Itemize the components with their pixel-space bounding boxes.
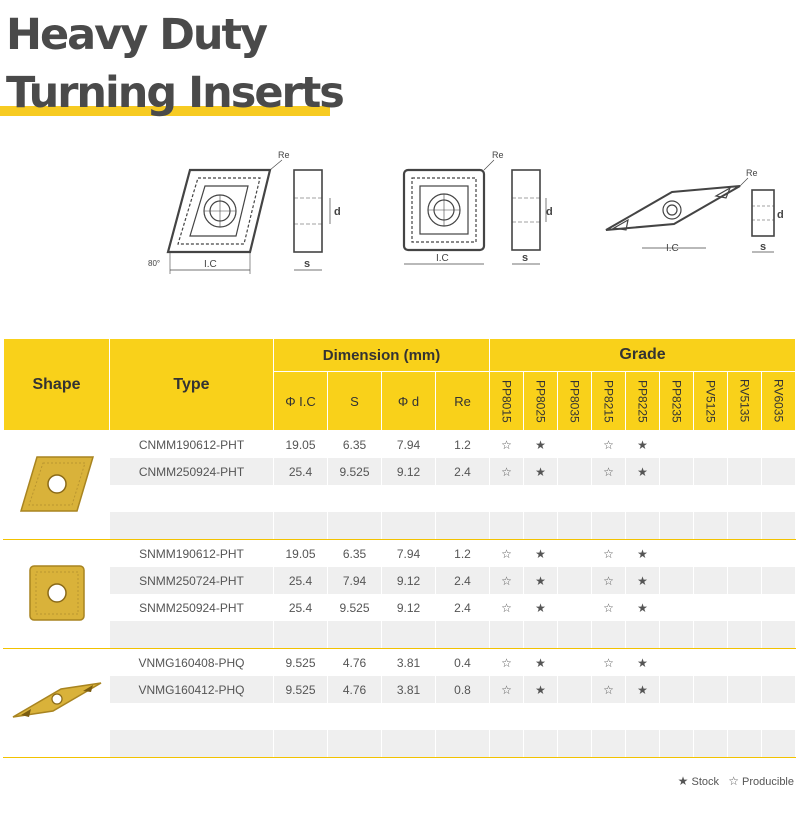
page-title-line2-text: Turning Inserts bbox=[6, 68, 343, 118]
grade-cell: ☆ bbox=[490, 676, 524, 703]
legend-producible-label: Producible bbox=[742, 776, 794, 788]
ic-cell bbox=[274, 512, 328, 540]
ic-cell bbox=[274, 485, 328, 512]
grade-cell bbox=[558, 512, 592, 540]
re-cell: 0.4 bbox=[436, 649, 490, 677]
cnmm-insert-icon bbox=[17, 506, 97, 520]
table-row bbox=[4, 594, 796, 621]
vnmg-s-label: s bbox=[760, 241, 767, 253]
grade-cell bbox=[626, 730, 660, 758]
grade-cell bbox=[694, 676, 728, 703]
grade-cell bbox=[490, 485, 524, 512]
ic-cell: 25.4 bbox=[274, 594, 328, 621]
grade-cell bbox=[524, 512, 558, 540]
type-cell: SNMM250924-PHT bbox=[110, 594, 274, 621]
grade-cell bbox=[762, 567, 796, 594]
grade-label: PP8025 bbox=[533, 379, 548, 423]
d-cell: 7.94 bbox=[382, 540, 436, 568]
grade-cell: ☆ bbox=[490, 540, 524, 568]
grade-cell bbox=[694, 431, 728, 459]
grade-label: PP8235 bbox=[669, 379, 684, 423]
grade-label: PP8015 bbox=[499, 379, 514, 423]
s-cell bbox=[328, 621, 382, 649]
grade-cell bbox=[626, 621, 660, 649]
grade-cell bbox=[592, 485, 626, 512]
grade-cell: ★ bbox=[626, 676, 660, 703]
page-title-line1: Heavy Duty bbox=[6, 10, 267, 60]
type-cell bbox=[110, 512, 274, 540]
header-grade-pv5125 bbox=[694, 372, 728, 431]
s-cell bbox=[328, 485, 382, 512]
grade-cell: ☆ bbox=[592, 567, 626, 594]
cnmm-s-label: s bbox=[304, 258, 311, 270]
table-row bbox=[4, 512, 796, 540]
insert-table bbox=[3, 338, 796, 758]
cnmm-re-label: Re bbox=[278, 150, 290, 160]
grade-cell bbox=[626, 512, 660, 540]
re-cell: 2.4 bbox=[436, 458, 490, 485]
s-cell: 6.35 bbox=[328, 431, 382, 459]
grade-cell bbox=[558, 458, 592, 485]
grade-cell: ☆ bbox=[592, 540, 626, 568]
d-cell: 3.81 bbox=[382, 676, 436, 703]
header-dim-s: S bbox=[328, 372, 382, 431]
grade-cell bbox=[524, 730, 558, 758]
header-dim-d: Φ d bbox=[382, 372, 436, 431]
grade-cell bbox=[558, 431, 592, 459]
grade-cell bbox=[762, 621, 796, 649]
ic-cell: 19.05 bbox=[274, 431, 328, 459]
grade-cell bbox=[660, 730, 694, 758]
cnmm-d-label: d bbox=[334, 206, 341, 218]
grade-label: RV6035 bbox=[771, 379, 786, 423]
grade-cell: ☆ bbox=[490, 567, 524, 594]
grade-cell bbox=[728, 703, 762, 730]
re-cell bbox=[436, 512, 490, 540]
cnmm-angle-label: 80° bbox=[148, 259, 161, 268]
page-title-line2 bbox=[6, 68, 343, 118]
grade-cell bbox=[558, 567, 592, 594]
ic-cell bbox=[274, 703, 328, 730]
grade-label: PP8225 bbox=[635, 379, 650, 423]
grade-cell bbox=[728, 730, 762, 758]
table-row bbox=[4, 730, 796, 758]
grade-cell bbox=[694, 458, 728, 485]
grade-cell bbox=[728, 594, 762, 621]
type-cell bbox=[110, 621, 274, 649]
re-cell bbox=[436, 730, 490, 758]
cnmm-drawing bbox=[168, 160, 330, 274]
grade-cell bbox=[592, 512, 626, 540]
grade-cell bbox=[660, 567, 694, 594]
grade-cell bbox=[490, 621, 524, 649]
producible-star-icon: ☆ bbox=[728, 774, 739, 788]
header-shape: Shape bbox=[4, 339, 110, 431]
re-cell bbox=[436, 703, 490, 730]
table-row bbox=[4, 621, 796, 649]
table-row bbox=[4, 703, 796, 730]
grade-cell bbox=[694, 621, 728, 649]
type-cell: CNMM190612-PHT bbox=[110, 431, 274, 459]
grade-cell bbox=[694, 730, 728, 758]
grade-cell: ★ bbox=[524, 567, 558, 594]
grade-cell bbox=[694, 649, 728, 677]
grade-cell bbox=[490, 703, 524, 730]
grade-cell bbox=[728, 567, 762, 594]
grade-cell bbox=[694, 512, 728, 540]
grade-cell: ☆ bbox=[490, 649, 524, 677]
type-cell: VNMG160412-PHQ bbox=[110, 676, 274, 703]
type-cell: SNMM190612-PHT bbox=[110, 540, 274, 568]
ic-cell bbox=[274, 730, 328, 758]
ic-cell: 9.525 bbox=[274, 676, 328, 703]
d-cell bbox=[382, 730, 436, 758]
vnmg-d-label: d bbox=[777, 209, 784, 221]
vnmg-insert-icon bbox=[9, 716, 105, 730]
grade-cell bbox=[592, 730, 626, 758]
ic-cell: 25.4 bbox=[274, 567, 328, 594]
type-cell bbox=[110, 730, 274, 758]
header-type: Type bbox=[110, 339, 274, 431]
d-cell: 9.12 bbox=[382, 458, 436, 485]
s-cell bbox=[328, 512, 382, 540]
s-cell: 6.35 bbox=[328, 540, 382, 568]
shape-cell bbox=[4, 649, 110, 758]
table-body bbox=[4, 431, 796, 758]
cnmm-ic-label: I.C bbox=[204, 259, 217, 270]
grade-cell bbox=[524, 703, 558, 730]
header-grade-pp8025 bbox=[524, 372, 558, 431]
grade-cell bbox=[558, 649, 592, 677]
grade-cell: ★ bbox=[626, 431, 660, 459]
grade-cell: ★ bbox=[626, 649, 660, 677]
type-cell bbox=[110, 485, 274, 512]
re-cell: 2.4 bbox=[436, 567, 490, 594]
vnmg-drawing bbox=[606, 178, 774, 252]
ic-cell: 9.525 bbox=[274, 649, 328, 677]
s-cell: 9.525 bbox=[328, 594, 382, 621]
header-grade-pp8215 bbox=[592, 372, 626, 431]
grade-cell: ★ bbox=[524, 594, 558, 621]
grade-cell bbox=[728, 621, 762, 649]
grade-cell bbox=[762, 431, 796, 459]
s-cell: 9.525 bbox=[328, 458, 382, 485]
grade-cell bbox=[524, 485, 558, 512]
header-dimension: Dimension (mm) bbox=[274, 339, 490, 372]
grade-cell: ☆ bbox=[490, 431, 524, 459]
grade-cell: ☆ bbox=[592, 649, 626, 677]
grade-cell bbox=[558, 730, 592, 758]
grade-label: PV5125 bbox=[703, 379, 718, 423]
grade-cell bbox=[660, 621, 694, 649]
grade-cell bbox=[728, 431, 762, 459]
header-grade-pp8015 bbox=[490, 372, 524, 431]
grade-cell: ★ bbox=[626, 567, 660, 594]
shape-cell bbox=[4, 540, 110, 649]
d-cell: 3.81 bbox=[382, 649, 436, 677]
table-row bbox=[4, 567, 796, 594]
grade-cell: ☆ bbox=[592, 676, 626, 703]
grade-cell bbox=[660, 649, 694, 677]
re-cell: 1.2 bbox=[436, 431, 490, 459]
grade-cell bbox=[694, 594, 728, 621]
grade-cell bbox=[762, 458, 796, 485]
d-cell bbox=[382, 703, 436, 730]
ic-cell: 19.05 bbox=[274, 540, 328, 568]
table-row bbox=[4, 540, 796, 568]
header-grade-pp8235 bbox=[660, 372, 694, 431]
grade-cell bbox=[660, 512, 694, 540]
technical-drawings bbox=[0, 140, 800, 280]
d-cell: 9.12 bbox=[382, 594, 436, 621]
re-cell bbox=[436, 621, 490, 649]
grade-cell bbox=[762, 676, 796, 703]
snmm-re-label: Re bbox=[492, 150, 504, 160]
grade-cell bbox=[660, 703, 694, 730]
grade-cell bbox=[558, 621, 592, 649]
header-grade-rv6035 bbox=[762, 372, 796, 431]
d-cell: 9.12 bbox=[382, 567, 436, 594]
grade-cell bbox=[660, 540, 694, 568]
header-grade: Grade bbox=[490, 339, 796, 372]
grade-cell bbox=[558, 485, 592, 512]
table-row bbox=[4, 676, 796, 703]
grade-cell: ★ bbox=[524, 676, 558, 703]
grade-cell bbox=[626, 703, 660, 730]
re-cell: 2.4 bbox=[436, 594, 490, 621]
grade-label: PP8035 bbox=[567, 379, 582, 423]
grade-cell: ★ bbox=[626, 540, 660, 568]
grade-cell: ★ bbox=[626, 594, 660, 621]
legend-stock-label: Stock bbox=[691, 776, 720, 788]
grade-cell bbox=[694, 567, 728, 594]
grade-cell bbox=[762, 703, 796, 730]
grade-cell bbox=[694, 540, 728, 568]
ic-cell: 25.4 bbox=[274, 458, 328, 485]
grade-cell bbox=[592, 621, 626, 649]
s-cell: 4.76 bbox=[328, 649, 382, 677]
grade-cell: ☆ bbox=[592, 431, 626, 459]
grade-cell bbox=[728, 512, 762, 540]
grade-cell bbox=[762, 730, 796, 758]
grade-cell bbox=[660, 485, 694, 512]
grade-cell bbox=[728, 649, 762, 677]
type-cell: VNMG160408-PHQ bbox=[110, 649, 274, 677]
grade-cell bbox=[728, 540, 762, 568]
grade-cell: ☆ bbox=[490, 594, 524, 621]
grade-cell: ★ bbox=[524, 431, 558, 459]
grade-cell bbox=[558, 703, 592, 730]
d-cell: 7.94 bbox=[382, 431, 436, 459]
snmm-insert-icon bbox=[24, 615, 90, 629]
grade-cell: ★ bbox=[626, 458, 660, 485]
header-grade-pp8225 bbox=[626, 372, 660, 431]
grade-cell bbox=[694, 485, 728, 512]
grade-cell bbox=[660, 676, 694, 703]
grade-cell bbox=[490, 512, 524, 540]
grade-cell bbox=[762, 540, 796, 568]
grade-cell bbox=[592, 703, 626, 730]
grade-cell bbox=[762, 485, 796, 512]
grade-cell bbox=[762, 649, 796, 677]
grade-cell bbox=[626, 485, 660, 512]
grade-cell bbox=[490, 730, 524, 758]
grade-cell bbox=[558, 594, 592, 621]
grade-cell: ★ bbox=[524, 540, 558, 568]
table-row bbox=[4, 431, 796, 459]
re-cell: 1.2 bbox=[436, 540, 490, 568]
grade-cell bbox=[728, 458, 762, 485]
stock-star-icon: ★ bbox=[677, 774, 689, 788]
grade-cell bbox=[660, 594, 694, 621]
header-dim-ic: Φ I.C bbox=[274, 372, 328, 431]
grade-cell: ★ bbox=[524, 458, 558, 485]
header-grade-pp8035 bbox=[558, 372, 592, 431]
d-cell bbox=[382, 512, 436, 540]
table-row bbox=[4, 458, 796, 485]
grade-cell bbox=[762, 594, 796, 621]
grade-cell bbox=[558, 540, 592, 568]
grade-cell bbox=[558, 676, 592, 703]
shape-cell bbox=[4, 431, 110, 540]
grade-cell bbox=[762, 512, 796, 540]
grade-cell: ☆ bbox=[592, 458, 626, 485]
grade-cell: ☆ bbox=[490, 458, 524, 485]
grade-cell: ★ bbox=[524, 649, 558, 677]
type-cell: SNMM250724-PHT bbox=[110, 567, 274, 594]
d-cell bbox=[382, 621, 436, 649]
grade-label: PP8215 bbox=[601, 379, 616, 423]
s-cell: 7.94 bbox=[328, 567, 382, 594]
type-cell: CNMM250924-PHT bbox=[110, 458, 274, 485]
s-cell: 4.76 bbox=[328, 676, 382, 703]
re-cell: 0.8 bbox=[436, 676, 490, 703]
vnmg-re-label: Re bbox=[746, 168, 758, 178]
header-dim-re: Re bbox=[436, 372, 490, 431]
grade-cell bbox=[660, 458, 694, 485]
table-row bbox=[4, 649, 796, 677]
d-cell bbox=[382, 485, 436, 512]
grade-cell bbox=[524, 621, 558, 649]
legend bbox=[678, 774, 794, 788]
grade-cell: ☆ bbox=[592, 594, 626, 621]
ic-cell bbox=[274, 621, 328, 649]
snmm-ic-label: I.C bbox=[436, 253, 449, 264]
table-row bbox=[4, 485, 796, 512]
header-grade-rv5135 bbox=[728, 372, 762, 431]
snmm-s-label: s bbox=[522, 252, 529, 264]
s-cell bbox=[328, 730, 382, 758]
snmm-d-label: d bbox=[546, 206, 553, 218]
type-cell bbox=[110, 703, 274, 730]
grade-cell bbox=[694, 703, 728, 730]
insert-table-wrap bbox=[3, 338, 795, 758]
re-cell bbox=[436, 485, 490, 512]
snmm-drawing bbox=[404, 160, 546, 264]
grade-label: RV5135 bbox=[737, 379, 752, 423]
grade-cell bbox=[728, 485, 762, 512]
vnmg-ic-label: I.C bbox=[666, 243, 679, 254]
s-cell bbox=[328, 703, 382, 730]
grade-cell bbox=[660, 431, 694, 459]
grade-cell bbox=[728, 676, 762, 703]
